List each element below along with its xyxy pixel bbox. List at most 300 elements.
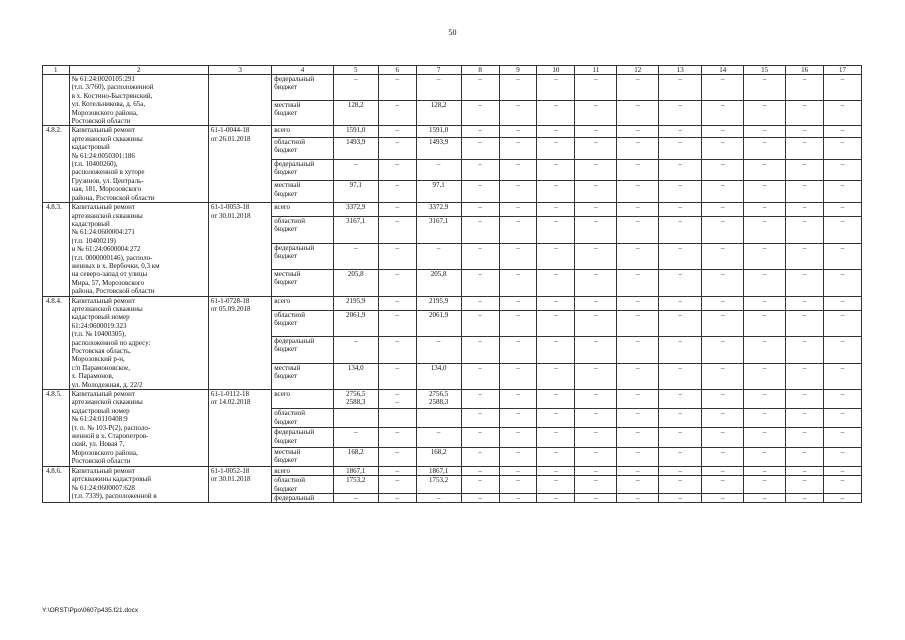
- value-col12: –: [617, 310, 659, 336]
- value-col8: –: [461, 75, 499, 101]
- value-col11: –: [575, 337, 617, 363]
- value-col14: –: [702, 126, 744, 137]
- value-col10: –: [537, 159, 575, 181]
- value-col8: –: [461, 363, 499, 390]
- value-col5: 2195,9: [333, 296, 378, 310]
- header-cell-6: 6: [378, 66, 416, 75]
- value-col15: –: [744, 75, 786, 101]
- value-col9: –: [499, 296, 537, 310]
- header-cell-4: 4: [272, 66, 333, 75]
- value-col13: –: [659, 137, 702, 159]
- value-col14: –: [702, 310, 744, 336]
- value-col9: –: [499, 270, 537, 297]
- value-col7: –: [416, 337, 461, 363]
- value-col7: 2756,5 2588,3: [416, 390, 461, 409]
- value-col14: –: [702, 270, 744, 297]
- value-col11: –: [575, 203, 617, 217]
- value-col8: –: [461, 493, 499, 502]
- value-col11: –: [575, 126, 617, 137]
- value-col17: –: [824, 137, 862, 159]
- table-row: [43, 126, 862, 137]
- value-col17: –: [824, 447, 862, 466]
- value-col10: –: [537, 75, 575, 101]
- item-description: Капитальный ремонт артскважины кадастровый № 61:24:0600007:628 (т.п. 7339), расположенной в: [69, 466, 208, 503]
- value-col15: –: [744, 270, 786, 297]
- value-col6: –: [378, 466, 416, 475]
- value-col11: –: [575, 409, 617, 428]
- value-col13: –: [659, 493, 702, 502]
- value-col12: –: [617, 409, 659, 428]
- value-col6: –: [378, 296, 416, 310]
- value-col13: –: [659, 466, 702, 475]
- value-col5: 205,8: [333, 270, 378, 297]
- value-col14: –: [702, 337, 744, 363]
- value-col16: –: [786, 217, 824, 243]
- value-col13: –: [659, 243, 702, 269]
- header-cell-1: 1: [43, 66, 70, 75]
- value-col6: –: [378, 100, 416, 126]
- value-col16: –: [786, 310, 824, 336]
- value-col12: –: [617, 203, 659, 217]
- value-col16: –: [786, 337, 824, 363]
- value-col7: –: [416, 243, 461, 269]
- value-col5: 1867,1: [333, 466, 378, 475]
- value-col7: 3167,1: [416, 217, 461, 243]
- value-col15: –: [744, 476, 786, 494]
- item-number: 4.8.5.: [43, 390, 70, 467]
- value-col7: 134,0: [416, 363, 461, 390]
- value-col8: –: [461, 447, 499, 466]
- value-col8: –: [461, 337, 499, 363]
- value-col16: –: [786, 466, 824, 475]
- value-col17: –: [824, 390, 862, 409]
- value-col11: –: [575, 476, 617, 494]
- value-col7: 1591,0: [416, 126, 461, 137]
- value-col6: –: [378, 217, 416, 243]
- value-col9: –: [499, 409, 537, 428]
- value-col17: –: [824, 203, 862, 217]
- value-col8: –: [461, 390, 499, 409]
- value-col15: –: [744, 493, 786, 502]
- value-col16: –: [786, 476, 824, 494]
- value-col14: –: [702, 243, 744, 269]
- value-col5: 3372,9: [333, 203, 378, 217]
- value-col6: –: [378, 428, 416, 447]
- value-col12: –: [617, 243, 659, 269]
- value-col7: [416, 409, 461, 428]
- value-col5: 134,0: [333, 363, 378, 390]
- value-col17: –: [824, 243, 862, 269]
- value-col8: –: [461, 409, 499, 428]
- value-col15: –: [744, 203, 786, 217]
- funding-source: местный бюджет: [272, 447, 333, 466]
- value-col5: 97,1: [333, 181, 378, 203]
- value-col13: –: [659, 270, 702, 297]
- value-col13: –: [659, 390, 702, 409]
- value-col10: –: [537, 466, 575, 475]
- value-col14: –: [702, 75, 744, 101]
- value-col6: –: [378, 337, 416, 363]
- value-col11: –: [575, 428, 617, 447]
- value-col14: –: [702, 181, 744, 203]
- value-col8: –: [461, 159, 499, 181]
- value-col6: –: [378, 270, 416, 297]
- value-col7: –: [416, 159, 461, 181]
- value-col9: –: [499, 243, 537, 269]
- value-col16: –: [786, 181, 824, 203]
- value-col16: –: [786, 390, 824, 409]
- value-col5: 2756,5 2588,3: [333, 390, 378, 409]
- value-col12: –: [617, 428, 659, 447]
- value-col6: –: [378, 476, 416, 494]
- value-col16: –: [786, 428, 824, 447]
- value-col16: –: [786, 270, 824, 297]
- funding-source: федеральный бюджет: [272, 75, 333, 101]
- decision-ref: 61-1-0112-18 от 14.02.2018: [208, 390, 271, 467]
- value-col7: –: [416, 75, 461, 101]
- funding-source: федеральный бюджет: [272, 243, 333, 269]
- value-col15: –: [744, 181, 786, 203]
- value-col10: –: [537, 447, 575, 466]
- value-col6: –: [378, 181, 416, 203]
- value-col17: –: [824, 217, 862, 243]
- value-col17: –: [824, 310, 862, 336]
- value-col10: –: [537, 390, 575, 409]
- value-col6: –: [378, 75, 416, 101]
- value-col6: –: [378, 447, 416, 466]
- value-col6: –: [378, 363, 416, 390]
- value-col7: 3372,9: [416, 203, 461, 217]
- value-col5: 1591,0: [333, 126, 378, 137]
- value-col7: 1867,1: [416, 466, 461, 475]
- value-col13: –: [659, 100, 702, 126]
- value-col16: –: [786, 137, 824, 159]
- value-col15: –: [744, 159, 786, 181]
- value-col14: –: [702, 159, 744, 181]
- funding-source: всего: [272, 126, 333, 137]
- funding-source: всего: [272, 296, 333, 310]
- decision-ref: 61-1-0044-18 от 26.01.2018: [208, 126, 271, 203]
- value-col10: –: [537, 270, 575, 297]
- header-cell-16: 16: [786, 66, 824, 75]
- value-col11: –: [575, 270, 617, 297]
- value-col12: –: [617, 270, 659, 297]
- funding-source: всего: [272, 390, 333, 409]
- value-col14: –: [702, 137, 744, 159]
- value-col7: 128,2: [416, 100, 461, 126]
- decision-ref: 61-1-0728-18 от 05.09.2018: [208, 296, 271, 389]
- value-col8: –: [461, 466, 499, 475]
- value-col17: –: [824, 100, 862, 126]
- value-col9: –: [499, 447, 537, 466]
- header-cell-12: 12: [617, 66, 659, 75]
- value-col9: –: [499, 159, 537, 181]
- value-col5: 1753,2: [333, 476, 378, 494]
- value-col9: –: [499, 126, 537, 137]
- value-col10: –: [537, 243, 575, 269]
- value-col11: –: [575, 243, 617, 269]
- value-col8: –: [461, 270, 499, 297]
- value-col12: –: [617, 126, 659, 137]
- value-col13: –: [659, 217, 702, 243]
- value-col5: 3167,1: [333, 217, 378, 243]
- value-col9: –: [499, 493, 537, 502]
- value-col9: –: [499, 428, 537, 447]
- value-col13: –: [659, 447, 702, 466]
- value-col10: –: [537, 296, 575, 310]
- value-col10: –: [537, 137, 575, 159]
- value-col11: –: [575, 137, 617, 159]
- value-col14: –: [702, 296, 744, 310]
- value-col17: –: [824, 466, 862, 475]
- value-col16: –: [786, 126, 824, 137]
- funding-source: областной бюджет: [272, 310, 333, 336]
- funding-source: местный бюджет: [272, 363, 333, 390]
- value-col9: –: [499, 203, 537, 217]
- funding-source: федеральный бюджет: [272, 159, 333, 181]
- value-col9: –: [499, 75, 537, 101]
- value-col7: 2061,9: [416, 310, 461, 336]
- funding-source: федеральный: [272, 493, 333, 502]
- value-col17: –: [824, 476, 862, 494]
- value-col11: –: [575, 296, 617, 310]
- value-col8: –: [461, 100, 499, 126]
- value-col17: –: [824, 181, 862, 203]
- decision-ref: 61-1-0053-18 от 30.01.2018: [208, 203, 271, 296]
- value-col9: –: [499, 217, 537, 243]
- value-col13: –: [659, 363, 702, 390]
- header-cell-5: 5: [333, 66, 378, 75]
- item-description: Капитальный ремонт артезианской скважины кадастровый номер 61:24:0600019:323 (т.п. № 10400305), расположенной по адресу: Ростовская область, Морозовский р-н, с/п Парамоновское, х. Парамонов, ул. Молодежная, д. 22/2: [69, 296, 208, 389]
- header-cell-14: 14: [702, 66, 744, 75]
- value-col16: –: [786, 409, 824, 428]
- value-col10: –: [537, 217, 575, 243]
- header-cell-15: 15: [744, 66, 786, 75]
- item-number: 4.8.4.: [43, 296, 70, 389]
- funding-source: всего: [272, 203, 333, 217]
- value-col11: –: [575, 310, 617, 336]
- value-col12: –: [617, 337, 659, 363]
- value-col13: –: [659, 75, 702, 101]
- value-col13: –: [659, 203, 702, 217]
- value-col9: –: [499, 476, 537, 494]
- value-col9: –: [499, 337, 537, 363]
- value-col12: –: [617, 181, 659, 203]
- header-cell-8: 8: [461, 66, 499, 75]
- value-col14: –: [702, 466, 744, 475]
- value-col15: –: [744, 137, 786, 159]
- value-col10: –: [537, 203, 575, 217]
- value-col9: –: [499, 466, 537, 475]
- value-col12: –: [617, 390, 659, 409]
- value-col14: –: [702, 493, 744, 502]
- value-col15: –: [744, 337, 786, 363]
- value-col14: –: [702, 363, 744, 390]
- value-col12: –: [617, 137, 659, 159]
- value-col15: –: [744, 363, 786, 390]
- value-col7: 205,8: [416, 270, 461, 297]
- value-col15: –: [744, 447, 786, 466]
- item-description: Капитальный ремонт артезианской скважины кадастровый № 61:24:0600004:271 (т.п. 10400219) и № 61:24:0600004:272 (т.п. 0000000146), располо- женных в х. Вербочки, 0,3 км на северо-запад от улицы Мира, 57, Морозовского района, Ростовской области: [69, 203, 208, 296]
- value-col10: –: [537, 310, 575, 336]
- table-row: [43, 296, 862, 310]
- value-col10: –: [537, 409, 575, 428]
- funding-source: областной бюджет: [272, 476, 333, 494]
- value-col7: 168,2: [416, 447, 461, 466]
- header-cell-10: 10: [537, 66, 575, 75]
- value-col13: –: [659, 296, 702, 310]
- value-col17: –: [824, 270, 862, 297]
- value-col5: 1493,9: [333, 137, 378, 159]
- value-col13: –: [659, 126, 702, 137]
- value-col6: –: [378, 310, 416, 336]
- value-col8: –: [461, 181, 499, 203]
- value-col17: –: [824, 428, 862, 447]
- funding-source: местный бюджет: [272, 181, 333, 203]
- value-col10: –: [537, 493, 575, 502]
- value-col6: –: [378, 493, 416, 502]
- table-row: [43, 466, 862, 475]
- value-col14: –: [702, 409, 744, 428]
- header-cell-13: 13: [659, 66, 702, 75]
- value-col15: –: [744, 100, 786, 126]
- value-col11: –: [575, 217, 617, 243]
- value-col12: –: [617, 75, 659, 101]
- value-col16: –: [786, 100, 824, 126]
- value-col5: –: [333, 337, 378, 363]
- value-col12: –: [617, 100, 659, 126]
- header-cell-17: 17: [824, 66, 862, 75]
- funding-source: федеральный бюджет: [272, 337, 333, 363]
- value-col13: –: [659, 337, 702, 363]
- value-col8: –: [461, 476, 499, 494]
- value-col15: –: [744, 217, 786, 243]
- value-col13: –: [659, 310, 702, 336]
- value-col15: –: [744, 126, 786, 137]
- value-col9: –: [499, 363, 537, 390]
- value-col11: –: [575, 100, 617, 126]
- value-col16: –: [786, 243, 824, 269]
- value-col13: –: [659, 428, 702, 447]
- value-col8: –: [461, 203, 499, 217]
- value-col7: –: [416, 428, 461, 447]
- value-col8: –: [461, 296, 499, 310]
- value-col12: –: [617, 447, 659, 466]
- value-col13: –: [659, 159, 702, 181]
- value-col8: –: [461, 428, 499, 447]
- header-cell-7: 7: [416, 66, 461, 75]
- value-col17: –: [824, 159, 862, 181]
- value-col11: –: [575, 159, 617, 181]
- value-col8: –: [461, 137, 499, 159]
- item-number: 4.8.6.: [43, 466, 70, 503]
- value-col5: 168,2: [333, 447, 378, 466]
- value-col5: 2061,9: [333, 310, 378, 336]
- value-col5: –: [333, 159, 378, 181]
- value-col6: –: [378, 126, 416, 137]
- value-col11: –: [575, 181, 617, 203]
- value-col13: –: [659, 181, 702, 203]
- value-col8: –: [461, 126, 499, 137]
- value-col14: –: [702, 217, 744, 243]
- header-cell-2: 2: [69, 66, 208, 75]
- table-row: [43, 203, 862, 217]
- value-col11: –: [575, 390, 617, 409]
- value-col8: –: [461, 217, 499, 243]
- page-number: 50: [448, 28, 457, 37]
- value-col7: 2195,9: [416, 296, 461, 310]
- value-col10: –: [537, 337, 575, 363]
- funding-source: областной бюджет: [272, 217, 333, 243]
- value-col16: –: [786, 447, 824, 466]
- value-col17: –: [824, 75, 862, 101]
- value-col5: –: [333, 428, 378, 447]
- value-col6: –: [378, 243, 416, 269]
- value-col7: 97,1: [416, 181, 461, 203]
- value-col10: –: [537, 428, 575, 447]
- value-col10: –: [537, 363, 575, 390]
- value-col6: –: [378, 203, 416, 217]
- value-col15: –: [744, 466, 786, 475]
- value-col14: –: [702, 447, 744, 466]
- value-col16: –: [786, 493, 824, 502]
- value-col10: –: [537, 126, 575, 137]
- decision-ref: [208, 75, 271, 126]
- value-col11: –: [575, 75, 617, 101]
- item-number: [43, 75, 70, 126]
- value-col7: 1753,2: [416, 476, 461, 494]
- header-cell-9: 9: [499, 66, 537, 75]
- value-col12: –: [617, 493, 659, 502]
- funding-source: областной бюджет: [272, 409, 333, 428]
- value-col12: –: [617, 476, 659, 494]
- item-description: Капитальный ремонт артезианской скважины кадастровый № 61:24:0050301:186 (т.п. 10400260), расположенной в хуторе Грузинов, ул. Централь- ная, 181, Морозовского района, Ростовской области: [69, 126, 208, 203]
- value-col15: –: [744, 296, 786, 310]
- value-col14: –: [702, 100, 744, 126]
- item-number: 4.8.2.: [43, 126, 70, 203]
- value-col6: –: [378, 159, 416, 181]
- item-number: 4.8.3.: [43, 203, 70, 296]
- item-description: Капитальный ремонт артезианской скважины кадастровый номер № 61:24:0110408:9 (т. п. № 103-Р(2), располо- женной в х. Старопетров- ский, ул. Новая 7, Морозовского района, Ростовской области: [69, 390, 208, 467]
- value-col12: –: [617, 363, 659, 390]
- table-row: [43, 75, 862, 101]
- value-col8: –: [461, 243, 499, 269]
- value-col11: –: [575, 447, 617, 466]
- value-col10: –: [537, 181, 575, 203]
- value-col9: –: [499, 100, 537, 126]
- value-col13: –: [659, 476, 702, 494]
- funding-source: областной бюджет: [272, 137, 333, 159]
- value-col9: –: [499, 310, 537, 336]
- header-cell-3: 3: [208, 66, 271, 75]
- value-col12: –: [617, 159, 659, 181]
- value-col5: –: [333, 75, 378, 101]
- value-col17: –: [824, 493, 862, 502]
- decision-ref: 61-1-0052-18 от 30.01.2018: [208, 466, 271, 503]
- value-col6: –: [378, 137, 416, 159]
- value-col12: –: [617, 466, 659, 475]
- value-col15: –: [744, 243, 786, 269]
- value-col9: –: [499, 181, 537, 203]
- value-col5: [333, 409, 378, 428]
- value-col10: –: [537, 476, 575, 494]
- value-col12: –: [617, 217, 659, 243]
- value-col15: –: [744, 310, 786, 336]
- value-col16: –: [786, 159, 824, 181]
- value-col6: – –: [378, 390, 416, 409]
- funding-source: местный бюджет: [272, 270, 333, 297]
- value-col10: –: [537, 100, 575, 126]
